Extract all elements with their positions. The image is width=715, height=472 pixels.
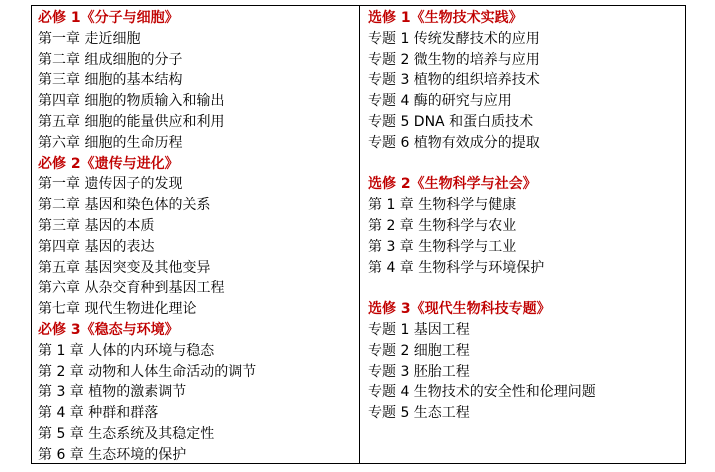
spacer xyxy=(368,278,680,299)
topic-item: 第 1 章 生物科学与健康 xyxy=(368,197,517,214)
topic-item: 第 3 章 生物科学与工业 xyxy=(368,238,517,255)
chapter-item: 第六章 细胞的生命历程 xyxy=(38,134,183,151)
topic-item: 专题 3 植物的组织培养技术 xyxy=(368,72,540,89)
topic-item: 专题 4 酶的研究与应用 xyxy=(368,93,512,110)
topic-item: 第 2 章 生物科学与农业 xyxy=(368,217,517,234)
chapter-item: 第四章 基因的表达 xyxy=(38,238,155,255)
chapter-item: 第四章 细胞的物质输入和输出 xyxy=(38,93,225,110)
chapter-item: 第 5 章 生态系统及其稳定性 xyxy=(38,425,215,442)
topic-item: 专题 3 胚胎工程 xyxy=(368,363,470,380)
section-heading: 必修 2《遗传与进化》 xyxy=(38,155,179,172)
chapter-item: 第三章 基因的本质 xyxy=(38,217,155,234)
chapter-item: 第五章 基因突变及其他变异 xyxy=(38,259,211,276)
column-divider xyxy=(359,6,360,463)
section-heading: 必修 1《分子与细胞》 xyxy=(38,10,179,26)
right-column xyxy=(368,8,680,424)
chapter-item: 第七章 现代生物进化理论 xyxy=(38,301,197,318)
topic-item: 专题 4 生物技术的安全性和伦理问题 xyxy=(368,384,596,401)
topic-item: 专题 1 基因工程 xyxy=(368,321,470,338)
section-heading: 选修 1《生物技术实践》 xyxy=(368,10,523,26)
chapter-item: 第六章 从杂交育种到基因工程 xyxy=(38,280,225,297)
chapter-item: 第 1 章 人体的内环境与稳态 xyxy=(38,342,215,359)
topic-item: 专题 6 植物有效成分的提取 xyxy=(368,134,540,151)
spacer xyxy=(368,154,680,175)
chapter-item: 第 2 章 动物和人体生命活动的调节 xyxy=(38,363,257,380)
chapter-item: 第一章 遗传因子的发现 xyxy=(38,176,183,193)
topic-item: 专题 1 传统发酵技术的应用 xyxy=(368,30,540,47)
chapter-item: 第二章 基因和染色体的关系 xyxy=(38,197,211,214)
chapter-item: 第二章 组成细胞的分子 xyxy=(38,51,183,68)
topic-item: 专题 5 DNA 和蛋白质技术 xyxy=(368,113,534,130)
chapter-item: 第 3 章 植物的激素调节 xyxy=(38,384,187,401)
curriculum-table xyxy=(31,5,686,464)
topic-item: 第 4 章 生物科学与环境保护 xyxy=(368,259,545,276)
chapter-item: 第 6 章 生态环境的保护 xyxy=(38,446,187,463)
topic-item: 专题 2 微生物的培养与应用 xyxy=(368,51,540,68)
chapter-item: 第一章 走近细胞 xyxy=(38,30,141,47)
topic-item: 专题 5 生态工程 xyxy=(368,405,470,422)
section-heading: 选修 3《现代生物科技专题》 xyxy=(368,301,551,318)
topic-item: 专题 2 细胞工程 xyxy=(368,342,470,359)
chapter-item: 第三章 细胞的基本结构 xyxy=(38,72,183,89)
section-heading: 必修 3《稳态与环境》 xyxy=(38,321,179,338)
chapter-item: 第 4 章 种群和群落 xyxy=(38,405,159,422)
section-heading: 选修 2《生物科学与社会》 xyxy=(368,176,537,193)
left-column xyxy=(38,8,356,466)
chapter-item: 第五章 细胞的能量供应和利用 xyxy=(38,113,225,130)
